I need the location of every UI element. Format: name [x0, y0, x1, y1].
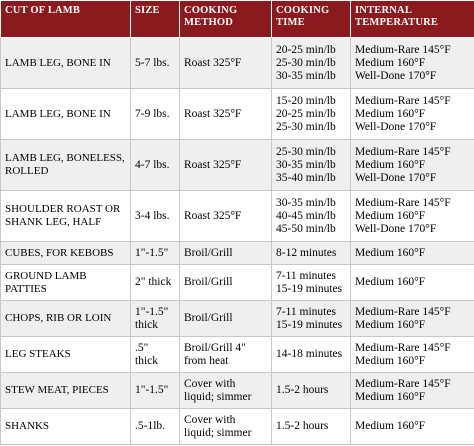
method-cell-line: liquid; simmer: [184, 390, 252, 403]
table-body: [1, 38, 474, 445]
size-cell-line: thick: [135, 318, 158, 331]
temperature-cell: [351, 265, 474, 301]
temperature-cell-line: Medium 160°F: [355, 56, 426, 69]
header-method: COOKING METHOD: [180, 1, 272, 38]
method-cell-line: Roast 325°F: [184, 158, 242, 171]
temperature-cell-line: Medium 160°F: [355, 390, 426, 403]
size-cell: [131, 89, 180, 140]
table-row: [1, 265, 474, 301]
time-cell-line: 7-11 minutes: [276, 305, 336, 318]
temperature-cell-line: Well-Done 170°F: [355, 171, 437, 184]
table-row: [1, 242, 474, 265]
size-cell-line: 4-7 lbs.: [135, 158, 170, 171]
header-size: SIZE: [131, 1, 180, 38]
method-cell-line: Cover with: [184, 377, 236, 390]
method-cell: [180, 191, 272, 242]
method-cell: [180, 409, 272, 445]
temperature-cell-line: Medium 160°F: [355, 209, 426, 222]
temperature-cell: [351, 89, 474, 140]
temperature-cell-line: Medium-Rare 145°F: [355, 377, 451, 390]
table-row: [1, 191, 474, 242]
size-cell-line: 5-7 lbs.: [135, 56, 170, 69]
time-cell: [272, 409, 351, 445]
time-cell: [272, 191, 351, 242]
time-cell: [272, 301, 351, 337]
table-row: [1, 373, 474, 409]
size-cell: [131, 373, 180, 409]
header-temperature: INTERNAL TEMPERATURE: [351, 1, 474, 38]
size-cell-line: 1"-1.5": [135, 305, 169, 318]
method-cell: [180, 242, 272, 265]
size-cell: [131, 409, 180, 445]
size-cell: [131, 38, 180, 89]
time-cell-line: 8-12 minutes: [276, 246, 337, 259]
time-cell: [272, 337, 351, 373]
time-cell-line: 1.5-2 hours: [276, 384, 329, 396]
cut-cell: SHANKS: [1, 409, 131, 445]
temperature-cell: [351, 373, 474, 409]
cut-cell: STEW MEAT, PIECES: [1, 373, 131, 409]
temperature-cell-line: Medium 160°F: [355, 276, 426, 288]
temperature-cell-line: Medium 160°F: [355, 246, 426, 259]
header-row: [1, 1, 474, 38]
method-cell-line: Roast 325°F: [184, 107, 242, 120]
time-cell-line: 14-18 minutes: [276, 348, 343, 360]
size-cell-line: 1"-1.5": [135, 246, 169, 259]
method-cell-line: liquid; simmer: [184, 426, 252, 439]
time-cell-line: 15-19 minutes: [276, 282, 343, 295]
temperature-cell-line: Well-Done 170°F: [355, 69, 437, 82]
temperature-cell-line: Medium 160°F: [355, 158, 426, 171]
time-cell-line: 30-35 min/lb: [276, 196, 336, 209]
temperature-cell: [351, 242, 474, 265]
table-row: [1, 337, 474, 373]
time-cell-line: 30-35 min/lb: [276, 158, 336, 171]
method-cell: [180, 337, 272, 373]
size-cell: [131, 242, 180, 265]
method-cell: [180, 38, 272, 89]
method-cell: [180, 140, 272, 191]
temperature-cell-line: Medium 160°F: [355, 420, 426, 432]
temperature-cell: [351, 301, 474, 337]
cut-cell: LEG STEAKS: [1, 337, 131, 373]
temperature-cell-line: Medium-Rare 145°F: [355, 94, 451, 107]
time-cell-line: 20-25 min/lb: [276, 107, 336, 120]
method-cell-line: Broil/Grill: [184, 246, 233, 259]
header-cut: CUT OF LAMB: [1, 1, 131, 38]
size-cell-line: .5": [135, 341, 149, 354]
cut-cell: LAMB LEG, BONELESS, ROLLED: [1, 140, 131, 191]
temperature-cell-line: Medium 160°F: [355, 354, 426, 367]
temperature-cell-line: Medium-Rare 145°F: [355, 43, 451, 56]
temperature-cell: [351, 337, 474, 373]
time-cell-line: 30-35 min/lb: [276, 69, 336, 82]
method-cell: [180, 265, 272, 301]
table-row: [1, 89, 474, 140]
temperature-cell: [351, 38, 474, 89]
method-cell-line: Cover with: [184, 413, 236, 426]
size-cell-line: 1"-1.5": [135, 384, 169, 396]
method-cell: [180, 373, 272, 409]
time-cell-line: 7-11 minutes: [276, 269, 336, 282]
time-cell-line: 40-45 min/lb: [276, 209, 336, 222]
time-cell-line: 25-30 min/lb: [276, 145, 336, 158]
time-cell: [272, 89, 351, 140]
temperature-cell-line: Medium-Rare 145°F: [355, 145, 451, 158]
time-cell: [272, 242, 351, 265]
temperature-cell-line: Medium-Rare 145°F: [355, 341, 451, 354]
temperature-cell: [351, 191, 474, 242]
size-cell: [131, 301, 180, 337]
table-row: [1, 409, 474, 445]
size-cell: [131, 337, 180, 373]
time-cell-line: 15-20 min/lb: [276, 94, 336, 107]
time-cell: [272, 140, 351, 191]
temperature-cell-line: Medium-Rare 145°F: [355, 305, 451, 318]
time-cell-line: 15-19 minutes: [276, 318, 343, 331]
time-cell: [272, 373, 351, 409]
time-cell-line: 25-30 min/lb: [276, 56, 336, 69]
time-cell-line: 45-50 min/lb: [276, 222, 336, 235]
size-cell-line: thick: [135, 354, 158, 367]
cut-cell: SHOULDER ROAST OR SHANK LEG, HALF: [1, 191, 131, 242]
method-cell-line: Roast 325°F: [184, 209, 242, 222]
size-cell: [131, 265, 180, 301]
time-cell-line: 25-30 min/lb: [276, 120, 336, 133]
size-cell: [131, 140, 180, 191]
method-cell-line: from heat: [184, 354, 229, 367]
cut-cell: CUBES, FOR KEBOBS: [1, 242, 131, 265]
size-cell: [131, 191, 180, 242]
temperature-cell: [351, 140, 474, 191]
time-cell-line: 35-40 min/lb: [276, 171, 336, 184]
temperature-cell-line: Medium 160°F: [355, 318, 426, 331]
time-cell: [272, 265, 351, 301]
temperature-cell-line: Medium-Rare 145°F: [355, 196, 451, 209]
size-cell-line: 2" thick: [135, 276, 172, 288]
table-row: [1, 38, 474, 89]
method-cell: [180, 301, 272, 337]
size-cell-line: 7-9 lbs.: [135, 107, 170, 120]
size-cell-line: 3-4 lbs.: [135, 209, 170, 222]
table-row: [1, 140, 474, 191]
method-cell-line: Roast 325°F: [184, 56, 242, 69]
method-cell-line: Broil/Grill: [184, 312, 233, 324]
time-cell-line: 20-25 min/lb: [276, 43, 336, 56]
cut-cell: LAMB LEG, BONE IN: [1, 38, 131, 89]
temperature-cell: [351, 409, 474, 445]
temperature-cell-line: Well-Done 170°F: [355, 120, 437, 133]
method-cell-line: Broil/Grill: [184, 276, 233, 288]
time-cell-line: 1.5-2 hours: [276, 420, 329, 432]
cut-cell: CHOPS, RIB OR LOIN: [1, 301, 131, 337]
table-row: [1, 301, 474, 337]
header-time: COOKING TIME: [272, 1, 351, 38]
method-cell-line: Broil/Grill 4": [184, 341, 246, 354]
size-cell-line: .5-1lb.: [135, 420, 166, 432]
method-cell: [180, 89, 272, 140]
cut-cell: LAMB LEG, BONE IN: [1, 89, 131, 140]
temperature-cell-line: Well-Done 170°F: [355, 222, 437, 235]
temperature-cell-line: Medium 160°F: [355, 107, 426, 120]
cut-cell: GROUND LAMB PATTIES: [1, 265, 131, 301]
time-cell: [272, 38, 351, 89]
